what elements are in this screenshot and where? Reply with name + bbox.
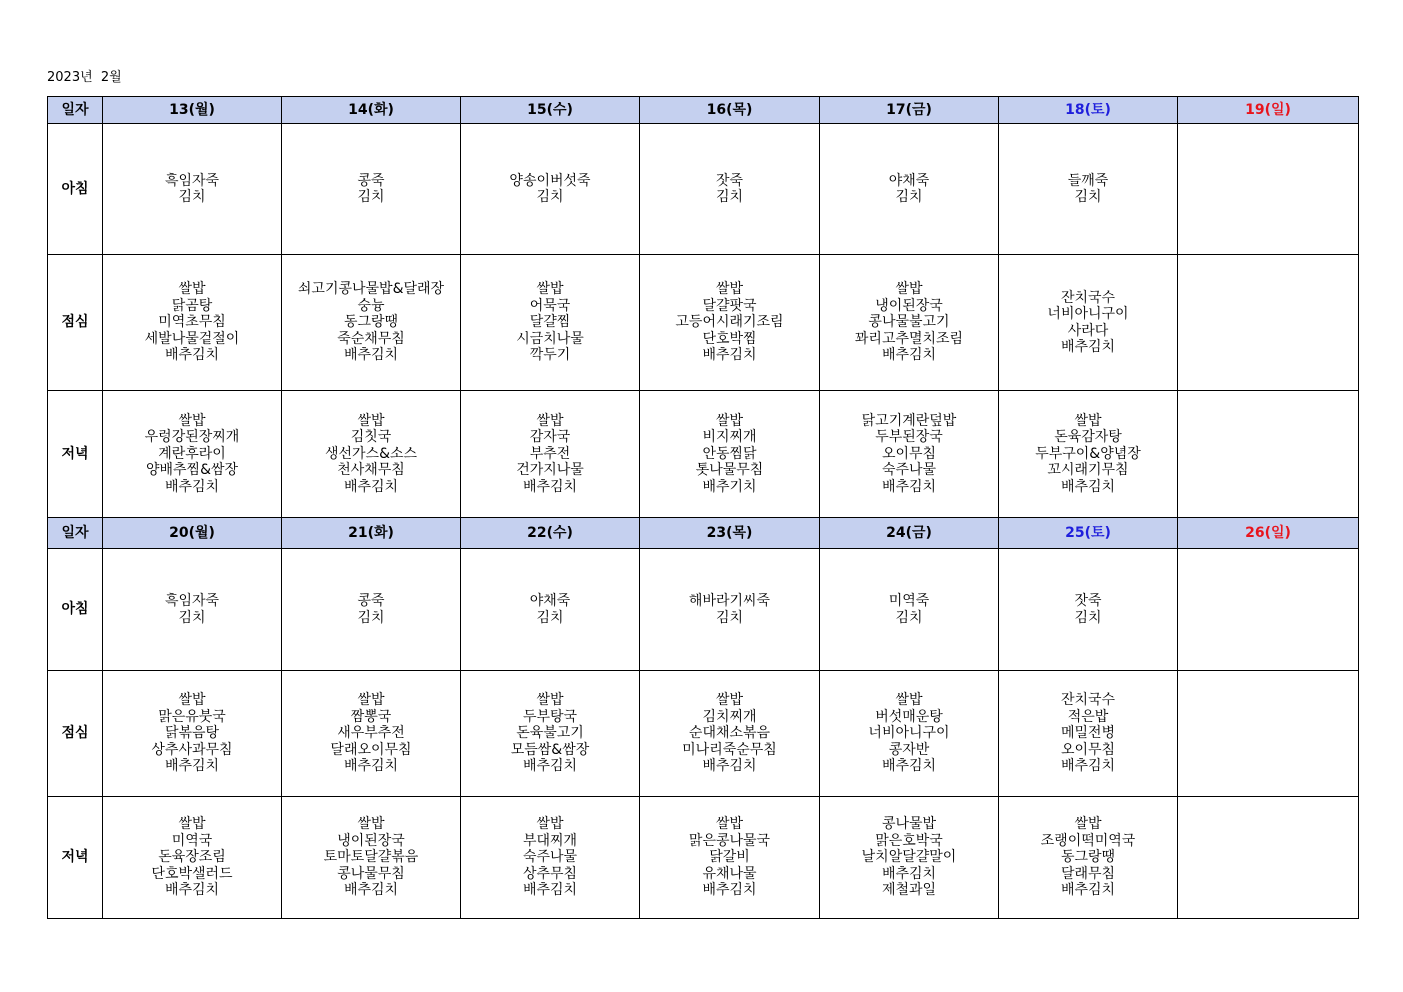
dish-item: 들깨죽 bbox=[1067, 172, 1109, 189]
dinner-label: 저녁 bbox=[48, 797, 103, 919]
day-header-row bbox=[48, 97, 1359, 124]
dish-item: 건가지나물 bbox=[516, 462, 584, 479]
dish-item: 돈육불고기 bbox=[516, 725, 584, 742]
menu-cell bbox=[999, 671, 1178, 797]
dish-item: 쌀밥 bbox=[178, 816, 206, 833]
dish-item: 날치알달걀말이 bbox=[861, 849, 957, 866]
day-header-cell: 13(월) bbox=[103, 97, 282, 124]
menu-cell bbox=[461, 124, 640, 255]
lunch-label: 점심 bbox=[48, 255, 103, 391]
menu-cell bbox=[103, 124, 282, 255]
dish-item: 잔치국수 bbox=[1060, 692, 1116, 709]
dish-item: 배추김치 bbox=[164, 758, 220, 775]
dish-item: 배추김치 bbox=[702, 758, 757, 775]
dish-item: 미역죽 bbox=[888, 593, 930, 610]
dinner-row bbox=[48, 391, 1359, 518]
dish-item: 안동찜닭 bbox=[702, 445, 757, 462]
dish-item: 쌀밥 bbox=[895, 692, 923, 709]
dish-item: 너비아니구이 bbox=[868, 725, 950, 742]
menu-cell bbox=[1178, 797, 1359, 919]
dish-item: 메밀전병 bbox=[1060, 725, 1116, 742]
dish-item: 단호박샐러드 bbox=[151, 865, 233, 882]
menu-cell bbox=[103, 391, 282, 518]
dish-item: 쌀밥 bbox=[178, 692, 206, 709]
dish-item: 야채죽 bbox=[529, 593, 571, 610]
dish-item: 닭곰탕 bbox=[171, 297, 213, 314]
dish-item: 숙주나물 bbox=[522, 849, 578, 866]
dinner-row bbox=[48, 797, 1359, 919]
dish-item: 배추김치 bbox=[881, 478, 937, 495]
menu-cell bbox=[999, 797, 1178, 919]
dish-item: 김칫국 bbox=[350, 429, 392, 446]
breakfast-label: 아침 bbox=[48, 549, 103, 671]
dish-item: 배추김치 bbox=[164, 478, 220, 495]
dish-item: 배추김치 bbox=[343, 347, 399, 364]
dish-item: 김치찌개 bbox=[702, 708, 757, 725]
dish-item: 배추김치 bbox=[164, 882, 220, 899]
dish-item: 쇠고기콩나물밥&달래장 bbox=[297, 281, 445, 298]
menu-cell bbox=[820, 671, 999, 797]
dish-item: 너비아니구이 bbox=[1047, 306, 1129, 323]
day-header-cell: 22(수) bbox=[461, 518, 640, 549]
dish-item: 배추김치 bbox=[522, 478, 578, 495]
dish-item: 동그랑땡 bbox=[343, 314, 399, 331]
dish-item: 양배추찜&쌈장 bbox=[145, 462, 239, 479]
menu-cell bbox=[1178, 124, 1359, 255]
dish-item: 모듬쌈&쌈장 bbox=[510, 741, 590, 758]
dish-item: 김치 bbox=[895, 189, 923, 205]
meal-menu-table bbox=[47, 96, 1359, 919]
dish-item: 꽈리고추멸치조림 bbox=[854, 330, 964, 347]
dish-item: 김치 bbox=[357, 609, 385, 626]
breakfast-label: 아침 bbox=[48, 124, 103, 255]
day-header-cell: 16(목) bbox=[640, 97, 820, 124]
dish-item: 상추사과무침 bbox=[151, 741, 233, 758]
dish-item: 두부된장국 bbox=[875, 429, 943, 446]
dish-item: 맑은호박국 bbox=[875, 832, 943, 849]
dish-item: 쌀밥 bbox=[1074, 816, 1102, 833]
dish-item: 김치 bbox=[536, 189, 564, 205]
page-title: 2023년 2월 bbox=[47, 70, 122, 85]
menu-cell bbox=[820, 124, 999, 255]
dish-item: 달래무침 bbox=[1060, 865, 1116, 882]
dish-item: 야채죽 bbox=[888, 172, 930, 189]
dish-item: 조랭이떡미역국 bbox=[1040, 832, 1136, 849]
dish-item: 순대채소볶음 bbox=[688, 725, 771, 742]
dish-item: 부추전 bbox=[529, 445, 571, 462]
dish-item: 짬뽕국 bbox=[350, 708, 392, 725]
menu-cell bbox=[282, 391, 461, 518]
menu-cell bbox=[103, 671, 282, 797]
dish-item: 쌀밥 bbox=[357, 692, 385, 709]
dish-item: 배추김치 bbox=[343, 882, 399, 899]
dish-item: 닭고기계란덮밥 bbox=[861, 412, 957, 429]
menu-cell bbox=[999, 124, 1178, 255]
dish-item: 쌀밥 bbox=[536, 692, 564, 709]
dish-item: 고등어시래기조림 bbox=[675, 314, 784, 331]
menu-cell bbox=[820, 391, 999, 518]
dish-item: 김치 bbox=[895, 609, 923, 626]
day-header-row bbox=[48, 518, 1359, 549]
lunch-label: 점심 bbox=[48, 671, 103, 797]
dish-item: 어묵국 bbox=[529, 297, 571, 314]
menu-cell bbox=[640, 391, 820, 518]
menu-cell bbox=[282, 549, 461, 671]
menu-cell bbox=[1178, 391, 1359, 518]
menu-cell bbox=[640, 671, 820, 797]
dish-item: 쌀밥 bbox=[715, 412, 744, 429]
menu-cell bbox=[1178, 671, 1359, 797]
dish-item: 배추김치 bbox=[881, 347, 937, 364]
menu-cell bbox=[640, 797, 820, 919]
dish-item: 김치 bbox=[715, 609, 744, 626]
day-header-cell: 15(수) bbox=[461, 97, 640, 124]
dish-item: 숭늉 bbox=[357, 297, 385, 314]
dish-item: 세발나물겉절이 bbox=[144, 330, 240, 347]
dish-item: 톳나물무침 bbox=[695, 462, 764, 479]
dish-item: 숙주나물 bbox=[881, 462, 937, 479]
menu-cell bbox=[999, 391, 1178, 518]
dish-item: 콩죽 bbox=[357, 172, 385, 189]
dish-item: 양송이버섯죽 bbox=[509, 172, 591, 189]
menu-cell bbox=[1178, 255, 1359, 391]
dish-item: 배추기치 bbox=[702, 478, 757, 495]
dish-item: 달래오이무침 bbox=[330, 741, 412, 758]
dish-item: 돈육감자탕 bbox=[1054, 429, 1122, 446]
menu-cell bbox=[461, 391, 640, 518]
dish-item: 쌀밥 bbox=[536, 412, 564, 429]
dish-item: 김치 bbox=[1074, 189, 1102, 205]
dish-item: 배추김치 bbox=[1060, 478, 1116, 495]
breakfast-row bbox=[48, 124, 1359, 255]
dish-item: 배추김치 bbox=[1060, 338, 1116, 355]
dish-item: 해바라기씨죽 bbox=[688, 593, 771, 610]
dish-item: 배추김치 bbox=[522, 758, 578, 775]
menu-cell bbox=[103, 549, 282, 671]
breakfast-row bbox=[48, 549, 1359, 671]
dish-item: 감자국 bbox=[529, 429, 571, 446]
dish-item: 쌀밥 bbox=[536, 816, 564, 833]
dish-item: 미역초무침 bbox=[158, 314, 226, 331]
dish-item: 맑은유붓국 bbox=[158, 708, 226, 725]
day-header-cell: 20(월) bbox=[103, 518, 282, 549]
dish-item: 잣죽 bbox=[715, 172, 744, 189]
dish-item: 닭볶음탕 bbox=[164, 725, 220, 742]
menu-cell bbox=[461, 255, 640, 391]
dish-item: 제철과일 bbox=[881, 882, 937, 899]
menu-cell bbox=[820, 797, 999, 919]
dish-item: 죽순채무침 bbox=[337, 330, 405, 347]
dish-item: 미나리죽순무침 bbox=[682, 741, 777, 758]
menu-cell bbox=[999, 549, 1178, 671]
dish-item: 김치 bbox=[357, 189, 385, 205]
dish-item: 쌀밥 bbox=[536, 281, 564, 298]
dish-item: 달걀찜 bbox=[529, 314, 571, 331]
dish-item: 김치 bbox=[536, 609, 564, 626]
dish-item: 김치 bbox=[178, 189, 206, 205]
dish-item: 미역국 bbox=[171, 832, 213, 849]
day-header-cell: 23(목) bbox=[640, 518, 820, 549]
lunch-row bbox=[48, 255, 1359, 391]
dish-item: 배추김치 bbox=[522, 882, 578, 899]
date-label: 일자 bbox=[48, 518, 103, 549]
dish-item: 냉이된장국 bbox=[875, 297, 943, 314]
dish-item: 닭갈비 bbox=[709, 849, 750, 866]
dish-item: 콩죽 bbox=[357, 593, 385, 610]
lunch-row bbox=[48, 671, 1359, 797]
dish-item: 버섯매운탕 bbox=[875, 708, 943, 725]
date-label: 일자 bbox=[48, 97, 103, 124]
menu-cell bbox=[999, 255, 1178, 391]
day-header-cell: 25(토) bbox=[999, 518, 1178, 549]
dish-item: 돈육장조림 bbox=[158, 849, 226, 866]
dish-item: 쌀밥 bbox=[1074, 412, 1102, 429]
dish-item: 달걀팟국 bbox=[702, 297, 757, 314]
dish-item: 배추김치 bbox=[702, 347, 757, 364]
dish-item: 김치 bbox=[1074, 609, 1102, 626]
dish-item: 두부구이&양념장 bbox=[1035, 445, 1141, 462]
menu-cell bbox=[282, 671, 461, 797]
dish-item: 배추김치 bbox=[881, 758, 937, 775]
menu-cell bbox=[461, 671, 640, 797]
dish-item: 새우부추전 bbox=[337, 725, 405, 742]
dish-item: 배추김치 bbox=[881, 865, 937, 882]
dish-item: 배추김치 bbox=[1060, 758, 1116, 775]
dish-item: 천사채무침 bbox=[337, 462, 405, 479]
dish-item: 잔치국수 bbox=[1060, 289, 1116, 306]
dish-item: 단호박찜 bbox=[702, 330, 757, 347]
menu-cell bbox=[820, 549, 999, 671]
dish-item: 쌀밥 bbox=[715, 816, 744, 833]
dish-item: 쌀밥 bbox=[178, 281, 206, 298]
dish-item: 깍두기 bbox=[529, 347, 571, 364]
dish-item: 흑임자죽 bbox=[164, 593, 220, 610]
day-header-cell: 26(일) bbox=[1178, 518, 1359, 549]
dish-item: 콩나물밥 bbox=[881, 816, 937, 833]
dish-item: 상추무침 bbox=[522, 865, 578, 882]
menu-cell bbox=[1178, 549, 1359, 671]
menu-cell bbox=[282, 124, 461, 255]
menu-cell bbox=[103, 797, 282, 919]
dish-item: 배추김치 bbox=[343, 478, 399, 495]
dish-item: 배추김치 bbox=[702, 882, 757, 899]
dish-item: 잣죽 bbox=[1074, 593, 1102, 610]
dish-item: 쌀밥 bbox=[357, 816, 385, 833]
menu-cell bbox=[103, 255, 282, 391]
dish-item: 두부탕국 bbox=[522, 708, 578, 725]
menu-cell bbox=[640, 124, 820, 255]
dish-item: 쌀밥 bbox=[178, 412, 206, 429]
menu-cell bbox=[282, 797, 461, 919]
dish-item: 사라다 bbox=[1067, 322, 1109, 339]
dish-item: 시금치나물 bbox=[516, 330, 584, 347]
menu-cell bbox=[461, 549, 640, 671]
dish-item: 쌀밥 bbox=[715, 692, 744, 709]
dish-item: 생선가스&소스 bbox=[324, 445, 418, 462]
dish-item: 배추김치 bbox=[1060, 882, 1116, 899]
dish-item: 오이무침 bbox=[1060, 741, 1116, 758]
dish-item: 김치 bbox=[715, 189, 744, 205]
menu-cell bbox=[640, 549, 820, 671]
dish-item: 콩나물무침 bbox=[337, 865, 405, 882]
dish-item: 콩자반 bbox=[888, 741, 930, 758]
day-header-cell: 14(화) bbox=[282, 97, 461, 124]
dish-item: 쌀밥 bbox=[357, 412, 385, 429]
dish-item: 부대찌개 bbox=[522, 832, 578, 849]
dish-item: 김치 bbox=[178, 609, 206, 626]
day-header-cell: 17(금) bbox=[820, 97, 999, 124]
dish-item: 냉이된장국 bbox=[337, 832, 405, 849]
day-header-cell: 19(일) bbox=[1178, 97, 1359, 124]
dish-item: 적은밥 bbox=[1067, 708, 1109, 725]
dish-item: 우렁강된장찌개 bbox=[144, 429, 240, 446]
dish-item: 유채나물 bbox=[702, 865, 757, 882]
dish-item: 콩나물불고기 bbox=[868, 314, 950, 331]
dish-item: 배추김치 bbox=[164, 347, 220, 364]
menu-cell bbox=[820, 255, 999, 391]
dish-item: 토마토달걀볶음 bbox=[323, 849, 419, 866]
menu-cell bbox=[461, 797, 640, 919]
dish-item: 쌀밥 bbox=[715, 281, 744, 298]
dish-item: 오이무침 bbox=[881, 445, 937, 462]
dish-item: 흑임자죽 bbox=[164, 172, 220, 189]
menu-cell bbox=[640, 255, 820, 391]
day-header-cell: 24(금) bbox=[820, 518, 999, 549]
dish-item: 배추김치 bbox=[343, 758, 399, 775]
dish-item: 동그랑땡 bbox=[1060, 849, 1116, 866]
dish-item: 맑은콩나물국 bbox=[688, 832, 771, 849]
dish-item: 계란후라이 bbox=[158, 445, 226, 462]
dish-item: 꼬시래기무침 bbox=[1047, 462, 1129, 479]
day-header-cell: 18(토) bbox=[999, 97, 1178, 124]
day-header-cell: 21(화) bbox=[282, 518, 461, 549]
menu-cell bbox=[282, 255, 461, 391]
dish-item: 비지찌개 bbox=[702, 429, 757, 446]
dinner-label: 저녁 bbox=[48, 391, 103, 518]
dish-item: 쌀밥 bbox=[895, 281, 923, 298]
